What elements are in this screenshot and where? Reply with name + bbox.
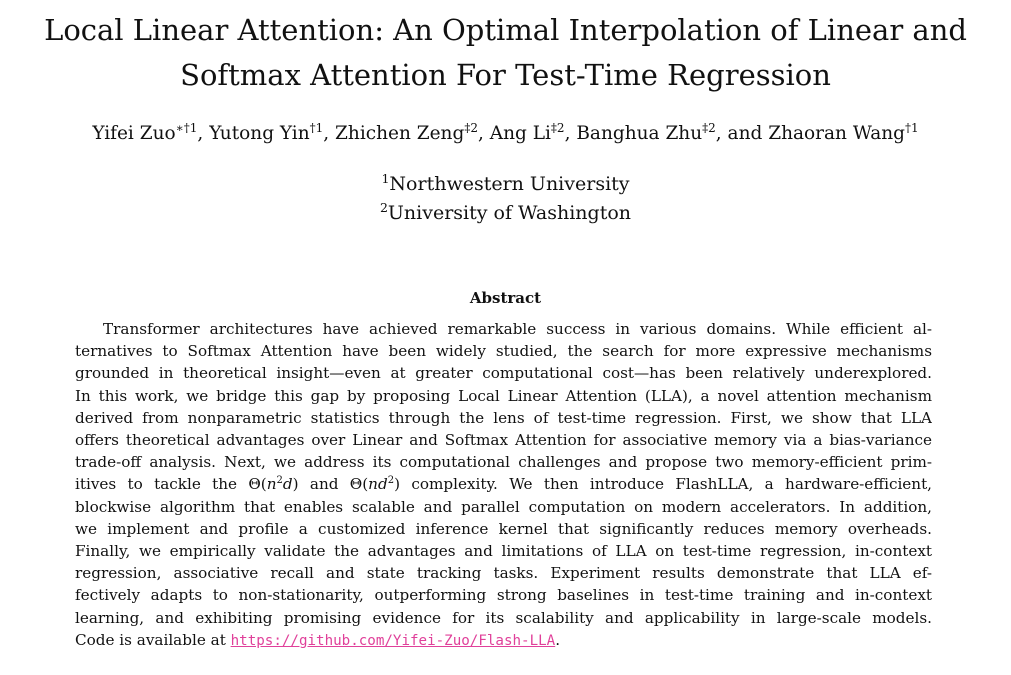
abstract-heading: Abstract	[469, 289, 542, 307]
abstract-line: Finally, we empirically validate the advantages and limitations of LLA on test-time regression, in-context	[75, 542, 932, 561]
abstract-line: trade-off analysis. Next, we address its computational challenges and propose two memory-efficient prim-	[75, 453, 932, 472]
abstract-line: we implement and profile a customized inference kernel that significantly reduces memory overheads.	[75, 519, 932, 538]
affiliation: $^1$Northwestern University	[381, 171, 630, 195]
abstract-body	[75, 318, 932, 652]
author: Yifei Zuo$^{∗\dagger 1}$,	[92, 121, 210, 144]
abstract-line: blockwise algorithm that enables scalable and parallel computation on modern accelerators. In addition,	[75, 497, 932, 516]
title-line-1: Local Linear Attention: An Optimal Interpolation of Linear and	[44, 13, 967, 47]
author-affiliation-marks: ∗†1	[175, 121, 198, 135]
abstract-line: derived from nonparametric statistics through the lens of test-time regression. First, we show that LLA	[75, 408, 932, 427]
author-affiliation-marks: †1	[905, 121, 919, 135]
abstract-line: learning, and exhibiting promising evidence for its scalability and applicability in large-scale models.	[75, 608, 932, 627]
abstract-line: ternatives to Softmax Attention have been widely studied, the search for more expressive mechanisms	[75, 342, 932, 361]
author-list	[0, 122, 1011, 146]
title-line-2: Softmax Attention For Test-Time Regression	[180, 58, 831, 92]
abstract-line: fectively adapts to non-stationarity, outperforming strong baselines in test-time training and in-context	[75, 586, 932, 605]
affiliation: $^2$University of Washington	[379, 200, 632, 224]
code-repository-link[interactable]: https://github.com/Yifei-Zuo/Flash-LLA	[230, 632, 556, 649]
abstract-line-with-complexity: itives to tackle the $\Theta(n^2d)$ and $\Theta(nd^2)$ complexity. We then introduce FlashLLA, a hardware-efficient,	[75, 475, 932, 494]
affiliation-list	[0, 170, 1011, 228]
author: Yutong Yin$^{\dagger 1}$,	[209, 121, 336, 144]
abstract-line: grounded in theoretical insight—even at greater computational cost—has been relatively underexplored.	[75, 364, 932, 383]
abstract-line: Transformer architectures have achieved remarkable success in various domains. While efficient al-	[103, 320, 932, 338]
abstract-line: In this work, we bridge this gap by proposing Local Linear Attention (LLA), a novel attention mechanism	[75, 386, 932, 405]
author: Zhaoran Wang$^{\dagger 1}$	[768, 121, 919, 144]
author-affiliation-marks: ‡2	[702, 121, 716, 135]
abstract-line: regression, associative recall and state tracking tasks. Experiment results demonstrate that LLA ef-	[75, 564, 932, 583]
author-affiliation-marks: †1	[309, 121, 324, 135]
abstract-line: offers theoretical advantages over Linear and Softmax Attention for associative memory via a bias-variance	[75, 431, 932, 450]
author: Zhichen Zeng$^{\ddagger 2}$,	[335, 121, 490, 144]
paper-title	[0, 8, 1011, 98]
author-affiliation-marks: ‡2	[550, 121, 565, 135]
code-availability-line: Code is available at https://github.com/Yifei-Zuo/Flash-LLA.	[75, 630, 561, 649]
author-affiliation-marks: ‡2	[464, 121, 478, 135]
author: Ang Li$^{\ddagger 2}$,	[489, 121, 577, 144]
author: Banghua Zhu$^{\ddagger 2}$, and	[576, 121, 769, 144]
